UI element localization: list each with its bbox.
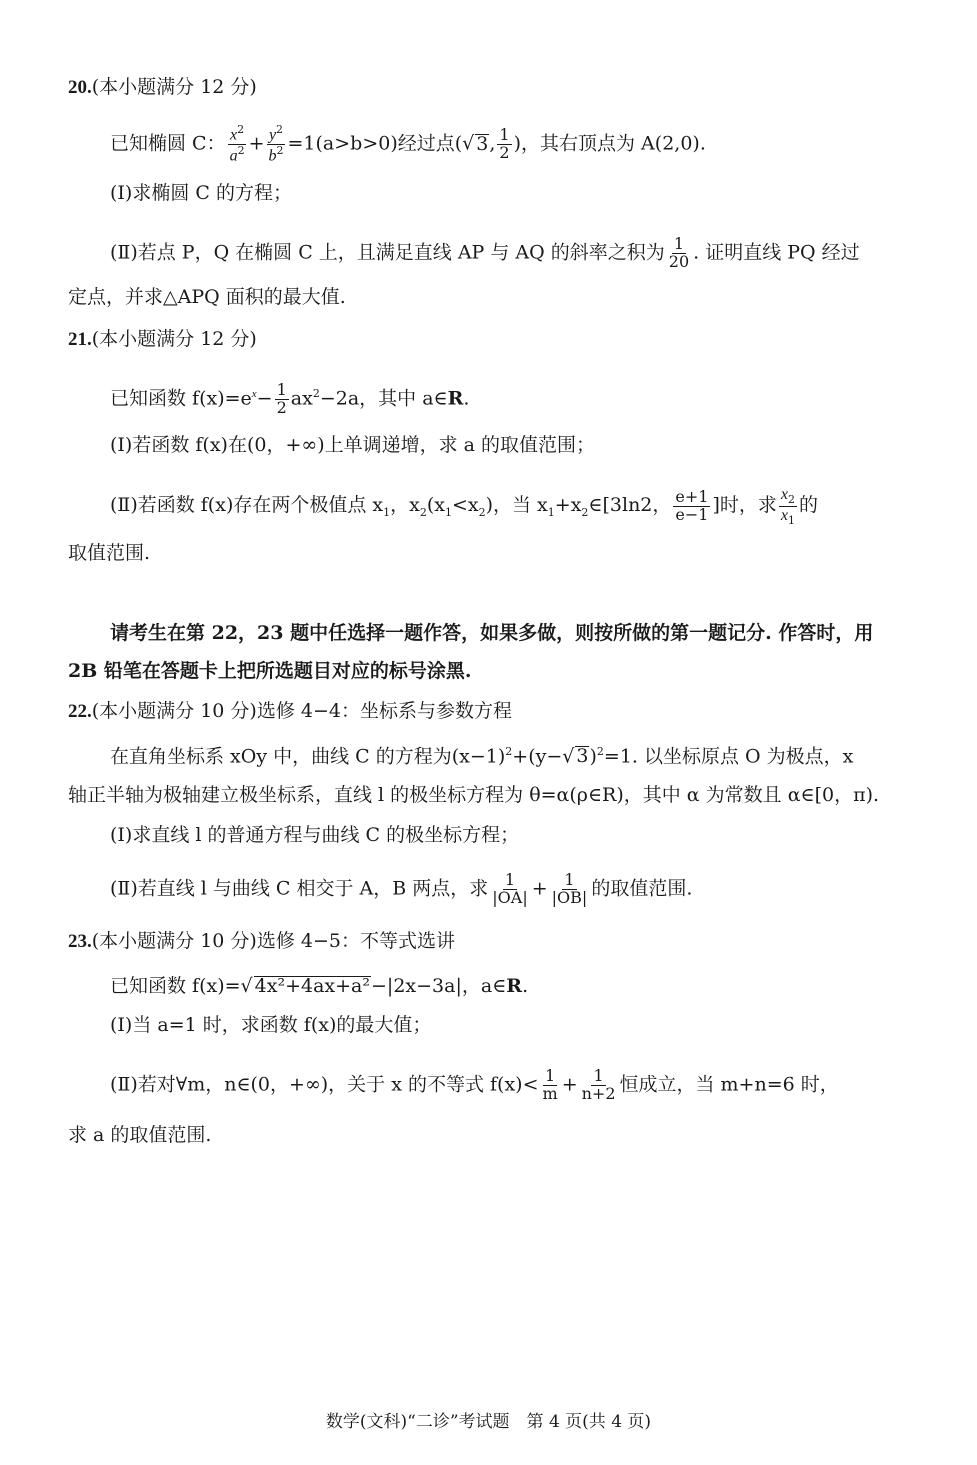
q21-period: . (463, 387, 470, 410)
q20-score: (本小题满分 12 分) (91, 76, 257, 98)
q23-part2-plus: + (561, 1073, 578, 1096)
q21-text-b: ax (290, 387, 313, 410)
q21-heading (68, 330, 257, 349)
q21-part2: (Ⅱ)若函数 f(x)存在两个极值点 $x_1$，$x_2(x_1<x_2)$，当 $x_1+x_2\in[3\ln 2$， $\frac{e+1}{e-1}$ ]时，求 $\frac{x_2}{x_1}$ 的 (110, 486, 818, 527)
q22-statement-line1: 在直角坐标系 xOy 中，曲线 C 的方程为$(x-1)^2+(y-√$ 3)$^2$=1. 以坐标原点 O 为极点，x (110, 745, 854, 768)
q21-part2-text-f: +x (554, 494, 582, 517)
q21-part2-text-i: 的 (798, 494, 818, 517)
q21-part1: (Ⅰ)若函数 f(x)在(0，+∞)上单调递增，求 a 的取值范围； (110, 434, 596, 456)
q21-part2-frac-x: $\frac{x_2}{x_1}$ (780, 486, 795, 527)
q22-number: 22. (68, 701, 92, 722)
q21-part2-text-c: (x (426, 494, 445, 517)
q21-part2-text-g: ∈[3ln2， (588, 494, 672, 517)
q22-part2 (110, 872, 692, 907)
q22-part2-plus: + (531, 877, 548, 900)
q23-text-a: 已知函数 f(x)= (110, 975, 241, 997)
q23-part2-frac-m: $\frac{1}{m}$ (542, 1066, 558, 1103)
q20-part2-frac: $\frac{1}{20}$ (668, 234, 690, 271)
q23-score: (本小题满分 10 分) (91, 930, 257, 952)
q23-heading (68, 932, 455, 951)
q22-statement-line2: 轴正半轴为极轴建立极坐标系，直线 l 的极坐标方程为 θ=α(ρ∈R)，其中 α 为常数且 α∈[0，π). (68, 784, 880, 806)
q21-real-set: R (447, 387, 464, 410)
q20-text-b: =1(a>b>0)经过点( (287, 132, 463, 155)
q22-part2-text-b: 的取值范围. (591, 877, 693, 900)
q23-real-set: R (506, 975, 523, 997)
q21-part2-text-d: <x (451, 494, 479, 517)
q23-part2-frac-n: $\frac{1}{n+2}$ (581, 1066, 616, 1103)
q20-part1: (Ⅰ)求椭圆 C 的方程； (110, 182, 292, 204)
selection-note-line2: 2B 铅笔在答题卡上把所选题目对应的标号涂黑. (68, 660, 472, 682)
page-footer: 数学(文科)“二诊”考试题 第 4 页(共 4 页) (325, 1412, 652, 1432)
q21-part2-text-a: (Ⅱ)若函数 f(x)存在两个极值点 x (110, 494, 384, 517)
q22-text-b: +(y− (512, 745, 563, 768)
q22-heading (68, 702, 512, 721)
q22-topic: 选修 4−4：坐标系与参数方程 (256, 700, 512, 722)
q23-text-b: −|2x−3a|，a∈ (371, 975, 507, 997)
q21-part2-frac-e: $\frac{e+1}{e-1}$ (675, 486, 709, 524)
q21-part2-text-e: )，当 x (485, 494, 548, 517)
q22-text-c: ) (589, 745, 597, 768)
q20-text-c: , (489, 132, 496, 155)
q21-part2-text-b: ，x (390, 494, 420, 517)
q23-statement: 已知函数 f(x)=√ 4x²+4ax+a²−|2x−3a|，a∈R. (110, 975, 529, 997)
q20-part2-text-a: (Ⅱ)若点 P，Q 在椭圆 C 上，且满足直线 AP 与 AQ 的斜率之积为 (110, 241, 665, 264)
q20-statement: 已知椭圆 C： $\frac{x^2}{a^2}$ + $\frac{y^2}{b^2}$ =1(a>b>0)经过点(√ 3, $\frac{1}{2}$ )，其右顶点为 A(2,0). (110, 123, 706, 165)
q23-part2 (110, 1068, 839, 1103)
q23-part2-continued: 求 a 的取值范围. (68, 1124, 212, 1146)
selection-note-line1: 请考生在第 22，23 题中任选择一题作答，如果多做，则按所做的第一题记分. 作答时，用 (110, 622, 874, 644)
q22-part2-text-a: (Ⅱ)若直线 l 与曲线 C 相交于 A，B 两点，求 (110, 877, 489, 900)
q23-period: . (522, 975, 529, 997)
q20-part2-continued: 定点，并求△APQ 面积的最大值. (68, 286, 346, 308)
q21-part2-continued: 取值范围. (68, 542, 151, 564)
q22-text-a: 在直角坐标系 xOy 中，曲线 C 的方程为(x−1) (110, 745, 506, 768)
q23-part1: (Ⅰ)当 a=1 时，求函数 f(x)的最大值； (110, 1014, 432, 1036)
q22-part2-frac-oa: $\frac{1}{|OA|}$ (492, 870, 528, 907)
q23-part2-text-a: (Ⅱ)若对∀m，n∈(0，+∞)，关于 x 的不等式 f(x)< (110, 1073, 539, 1096)
q21-score: (本小题满分 12 分) (91, 328, 257, 350)
q22-text-d: =1. 以坐标原点 O 为极点，x (603, 745, 854, 768)
q20-number: 20. (68, 77, 92, 98)
q20-part2 (110, 236, 860, 271)
q20-text-d: )，其右顶点为 A(2,0). (513, 132, 706, 155)
q23-topic: 选修 4−5：不等式选讲 (256, 930, 455, 952)
q23-radicand: 4x²+4ax+a² (254, 975, 370, 997)
q21-text-a: 已知函数 f(x)=e (110, 387, 252, 410)
q22-score: (本小题满分 10 分) (91, 700, 257, 722)
q21-number: 21. (68, 329, 92, 350)
q21-text-c: −2a，其中 a∈ (319, 387, 448, 410)
q20-frac-half: $\frac{1}{2}$ (499, 125, 510, 163)
q20-part2-text-b: . 证明直线 PQ 经过 (693, 241, 860, 264)
q20-heading (68, 78, 257, 97)
q21-part2-text-h: ]时，求 (712, 494, 777, 517)
q21-frac-half: $\frac{1}{2}$ (276, 380, 287, 417)
q20-frac-y: $\frac{y^2}{b^2}$ (268, 123, 284, 165)
q20-frac-x: $\frac{x^2}{a^2}$ (229, 123, 245, 165)
q22-part2-frac-ob: $\frac{1}{|OB|}$ (551, 870, 588, 907)
q23-part2-text-b: 恒成立，当 m+n=6 时， (619, 1073, 839, 1096)
q22-part1: (Ⅰ)求直线 l 的普通方程与曲线 C 的极坐标方程； (110, 824, 520, 846)
q21-statement: 已知函数 $f(x)=e^x-$ $\frac{1}{2}$ $ax^2-2a$，其中 a∈R. (110, 380, 470, 417)
q20-text-a: 已知椭圆 C： (110, 132, 226, 155)
q23-number: 23. (68, 931, 92, 952)
